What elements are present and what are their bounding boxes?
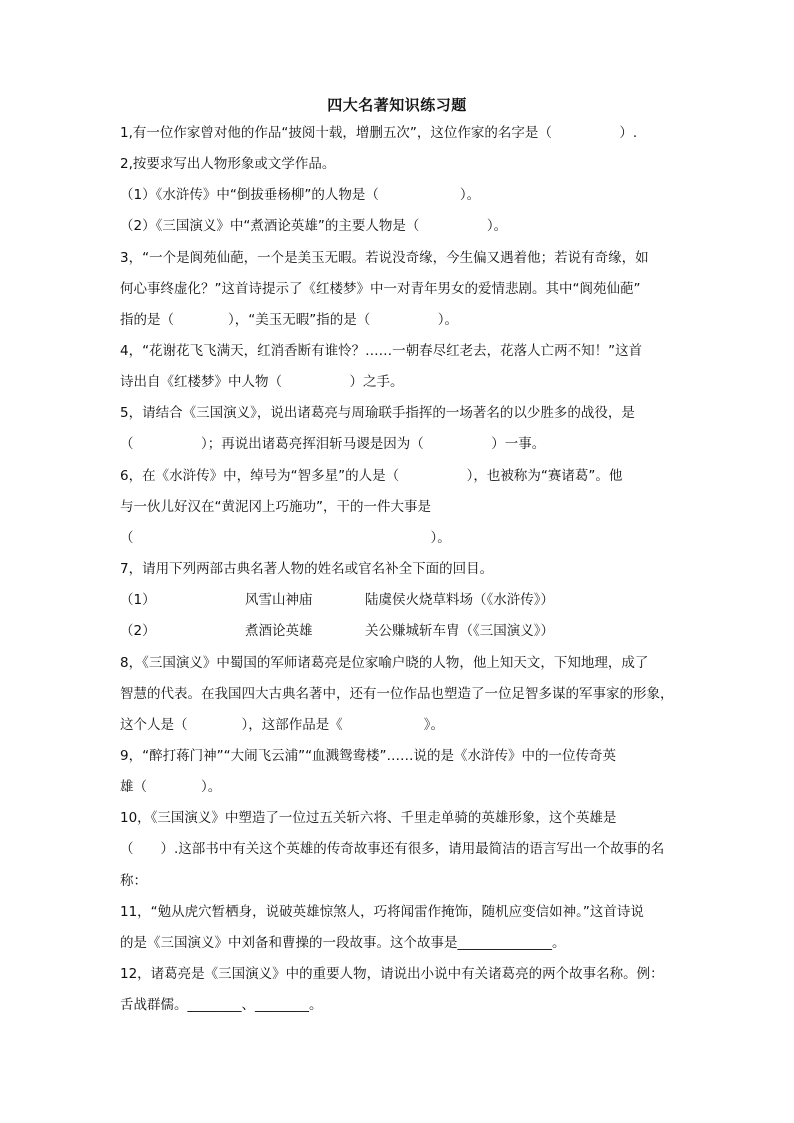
question-10-line-1: 10，《三国演义》中塑造了一位过五关斩六将、千里走单骑的英雄形象，这个英雄是 [120, 810, 617, 826]
question-3-line-3: 指的是（ ），“美玉无暇”指的是（ ）。 [120, 312, 458, 328]
question-2-item-2: （2）《三国演义》中“煮酒论英雄”的主要人物是（ ）。 [120, 218, 508, 234]
question-11-line-1: 11，“勉从虎穴暂栖身，说破英雄惊煞人，巧将闻雷作掩饰，随机应变信如神。”这首诗说 [120, 904, 644, 920]
question-9-line-2: 雄（ ）。 [120, 779, 222, 795]
question-3-line-2: 何心事终虚化？”这首诗提示了《红楼梦》中一对青年男女的爱情悲剧。其中“阆苑仙葩” [120, 281, 641, 297]
question-7-row-2-number: （2） [120, 623, 156, 639]
question-8-line-2: 智慧的代表。在我国四大古典名著中，还有一位作品也塑造了一位足智多谋的军事家的形象， [120, 686, 674, 702]
question-5-line-1: 5，请结合《三国演义》，说出诸葛亮与周瑜联手指挥的一场著名的以少胜多的战役，是 [120, 405, 635, 421]
question-6-line-1: 6，在《水浒传》中，绰号为“智多星”的人是（ ），也被称为“赛诸葛”。他 [120, 468, 623, 484]
question-2-line-1: 2,按要求写出人物形象或文学作品。 [120, 156, 336, 172]
question-8-line-1: 8，《三国演义》中蜀国的军师诸葛亮是位家喻户晓的人物，他上知天文，下知地理，成了 [120, 655, 649, 671]
question-7-line-1: 7，请用下列两部古典名著人物的姓名或官名补全下面的回目。 [120, 561, 494, 577]
question-6-line-2: 与一伙儿好汉在“黄泥冈上巧施功”，干的一件大事是 [120, 499, 431, 515]
document-title: 四大名著知识练习题 [327, 96, 467, 114]
question-11-line-2: 的是《三国演义》中刘备和曹操的一段故事。这个故事是______________。 [120, 935, 566, 951]
question-1-line-1: 1,有一位作家曾对他的作品“披阅十载，增删五次”，这位作家的名字是（ ）. [120, 125, 638, 141]
question-4-line-1: 4，“花谢花飞飞满天，红消香断有谁怜？……一朝春尽红老去，花落人亡两不知！”这首 [120, 343, 643, 359]
question-7-row-2-part-b: 关公赚城斩车胄（《三国演义》） [365, 623, 554, 639]
question-7-row-1-number: （1） [120, 592, 156, 608]
question-4-line-2: 诗出自《红楼梦》中人物（ ）之手。 [120, 374, 404, 390]
question-12-line-1: 12，诸葛亮是《三国演义》中的重要人物，请说出小说中有关诸葛亮的两个故事名称。例： [120, 966, 664, 982]
question-6-line-3: （ ）。 [120, 530, 451, 546]
question-7-row-1-part-a: 风雪山神庙 [245, 592, 313, 608]
question-7-row-2-part-a: 煮酒论英雄 [245, 623, 313, 639]
question-7-row-1-part-b: 陆虞侯火烧草料场（《水浒传》） [365, 592, 554, 608]
question-2-item-1: （1）《水浒传》中“倒拔垂杨柳”的人物是（ ）。 [120, 187, 481, 203]
question-10-line-2: （ ）.这部书中有关这个英雄的传奇故事还有很多，请用最简洁的语言写出一个故事的名 [120, 841, 665, 857]
question-3-line-1: 3，“一个是阆苑仙葩，一个是美玉无暇。若说没奇缘，今生偏又遇着他；若说有奇缘，如 [120, 250, 649, 266]
question-8-line-3: 这个人是（ ），这部作品是《 》。 [120, 717, 444, 733]
question-12-line-2: 舌战群儒。________、________。 [120, 997, 323, 1013]
question-9-line-1: 9，“醉打蒋门神”“大闹飞云浦”“血溅鸳鸯楼”……说的是《水浒传》中的一位传奇英 [120, 748, 617, 764]
question-5-line-2: （ ）；再说出诸葛亮挥泪斩马谡是因为（ ）一事。 [120, 436, 546, 452]
question-10-line-3: 称： [120, 873, 147, 889]
